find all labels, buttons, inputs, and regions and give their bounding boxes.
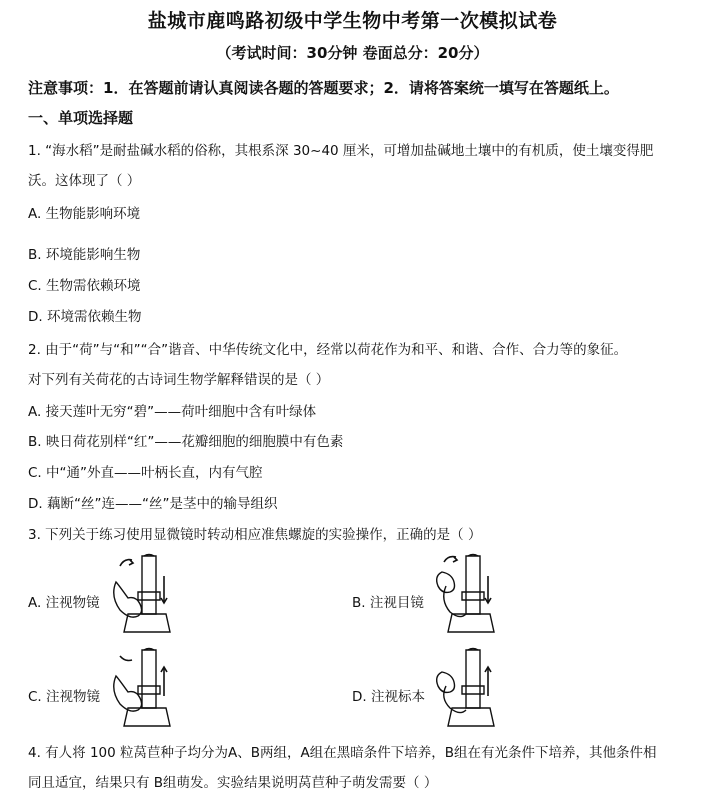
- question-3-option-c: C. 注视物镜: [28, 689, 101, 705]
- question-2-text-line-1: 2. 由于“荷”与“和”“合”谐音、中华传统文化中，经常以荷花作为和平、和谐、合作、合力等的象征。: [28, 342, 628, 358]
- section-heading: 一、单项选择题: [28, 109, 134, 127]
- question-3-text: 3. 下列关于练习使用显微镜时转动相应准焦螺旋的实验操作，正确的是（ ）: [28, 527, 482, 543]
- exam-info: （考试时间：30分钟 卷面总分：20分）: [216, 44, 489, 62]
- question-1-text-line-1: 1. “海水稻”是耐盐碱水稻的俗称，其根系深 30~40 厘米，可增加盐碱地土壤中的有机质，使土壤变得肥: [28, 143, 654, 159]
- question-1-text-line-2: 沃。这体现了（ ）: [28, 173, 141, 189]
- question-2-option-d: D. 藕断“丝”连——“丝”是茎中的输导组织: [28, 496, 278, 512]
- question-1-option-c: C. 生物需依赖环境: [28, 278, 141, 294]
- question-2-option-c: C. 中“通”外直——叶柄长直，内有气腔: [28, 465, 263, 481]
- question-2-option-a: A. 接天莲叶无穷“碧”——荷叶细胞中含有叶绿体: [28, 404, 317, 420]
- question-1-option-d: D. 环境需依赖生物: [28, 309, 142, 325]
- question-1-option-b: B. 环境能影响生物: [28, 247, 141, 263]
- notice: 注意事项：1．在答题前请认真阅读各题的答题要求；2．请将答案统一填写在答题纸上。: [28, 79, 619, 97]
- question-2-text-line-2: 对下列有关荷花的古诗词生物学解释错误的是（ ）: [28, 372, 330, 388]
- question-4-text-line-2: 同且适宜，结果只有 B组萌发。实验结果说明莴苣种子萌发需要（ ）: [28, 775, 438, 791]
- question-3-option-a: A. 注视物镜: [28, 595, 100, 611]
- microscope-figure-c: [108, 646, 178, 734]
- question-3-option-d: D. 注视标本: [352, 689, 425, 705]
- question-4-text-line-1: 4. 有人将 100 粒莴苣种子均分为A、B两组，A组在黑暗条件下培养，B组在有光条件下培养，其他条件相: [28, 745, 657, 761]
- microscope-figure-a: [108, 552, 178, 640]
- question-3-option-b: B. 注视目镜: [352, 595, 424, 611]
- question-1-option-a: A. 生物能影响环境: [28, 206, 141, 222]
- microscope-figure-b: [432, 552, 502, 640]
- question-2-option-b: B. 映日荷花别样“红”——花瓣细胞的细胞膜中有色素: [28, 434, 344, 450]
- microscope-figure-d: [432, 646, 502, 734]
- page-title: 盐城市鹿鸣路初级中学生物中考第一次模拟试卷: [147, 10, 558, 32]
